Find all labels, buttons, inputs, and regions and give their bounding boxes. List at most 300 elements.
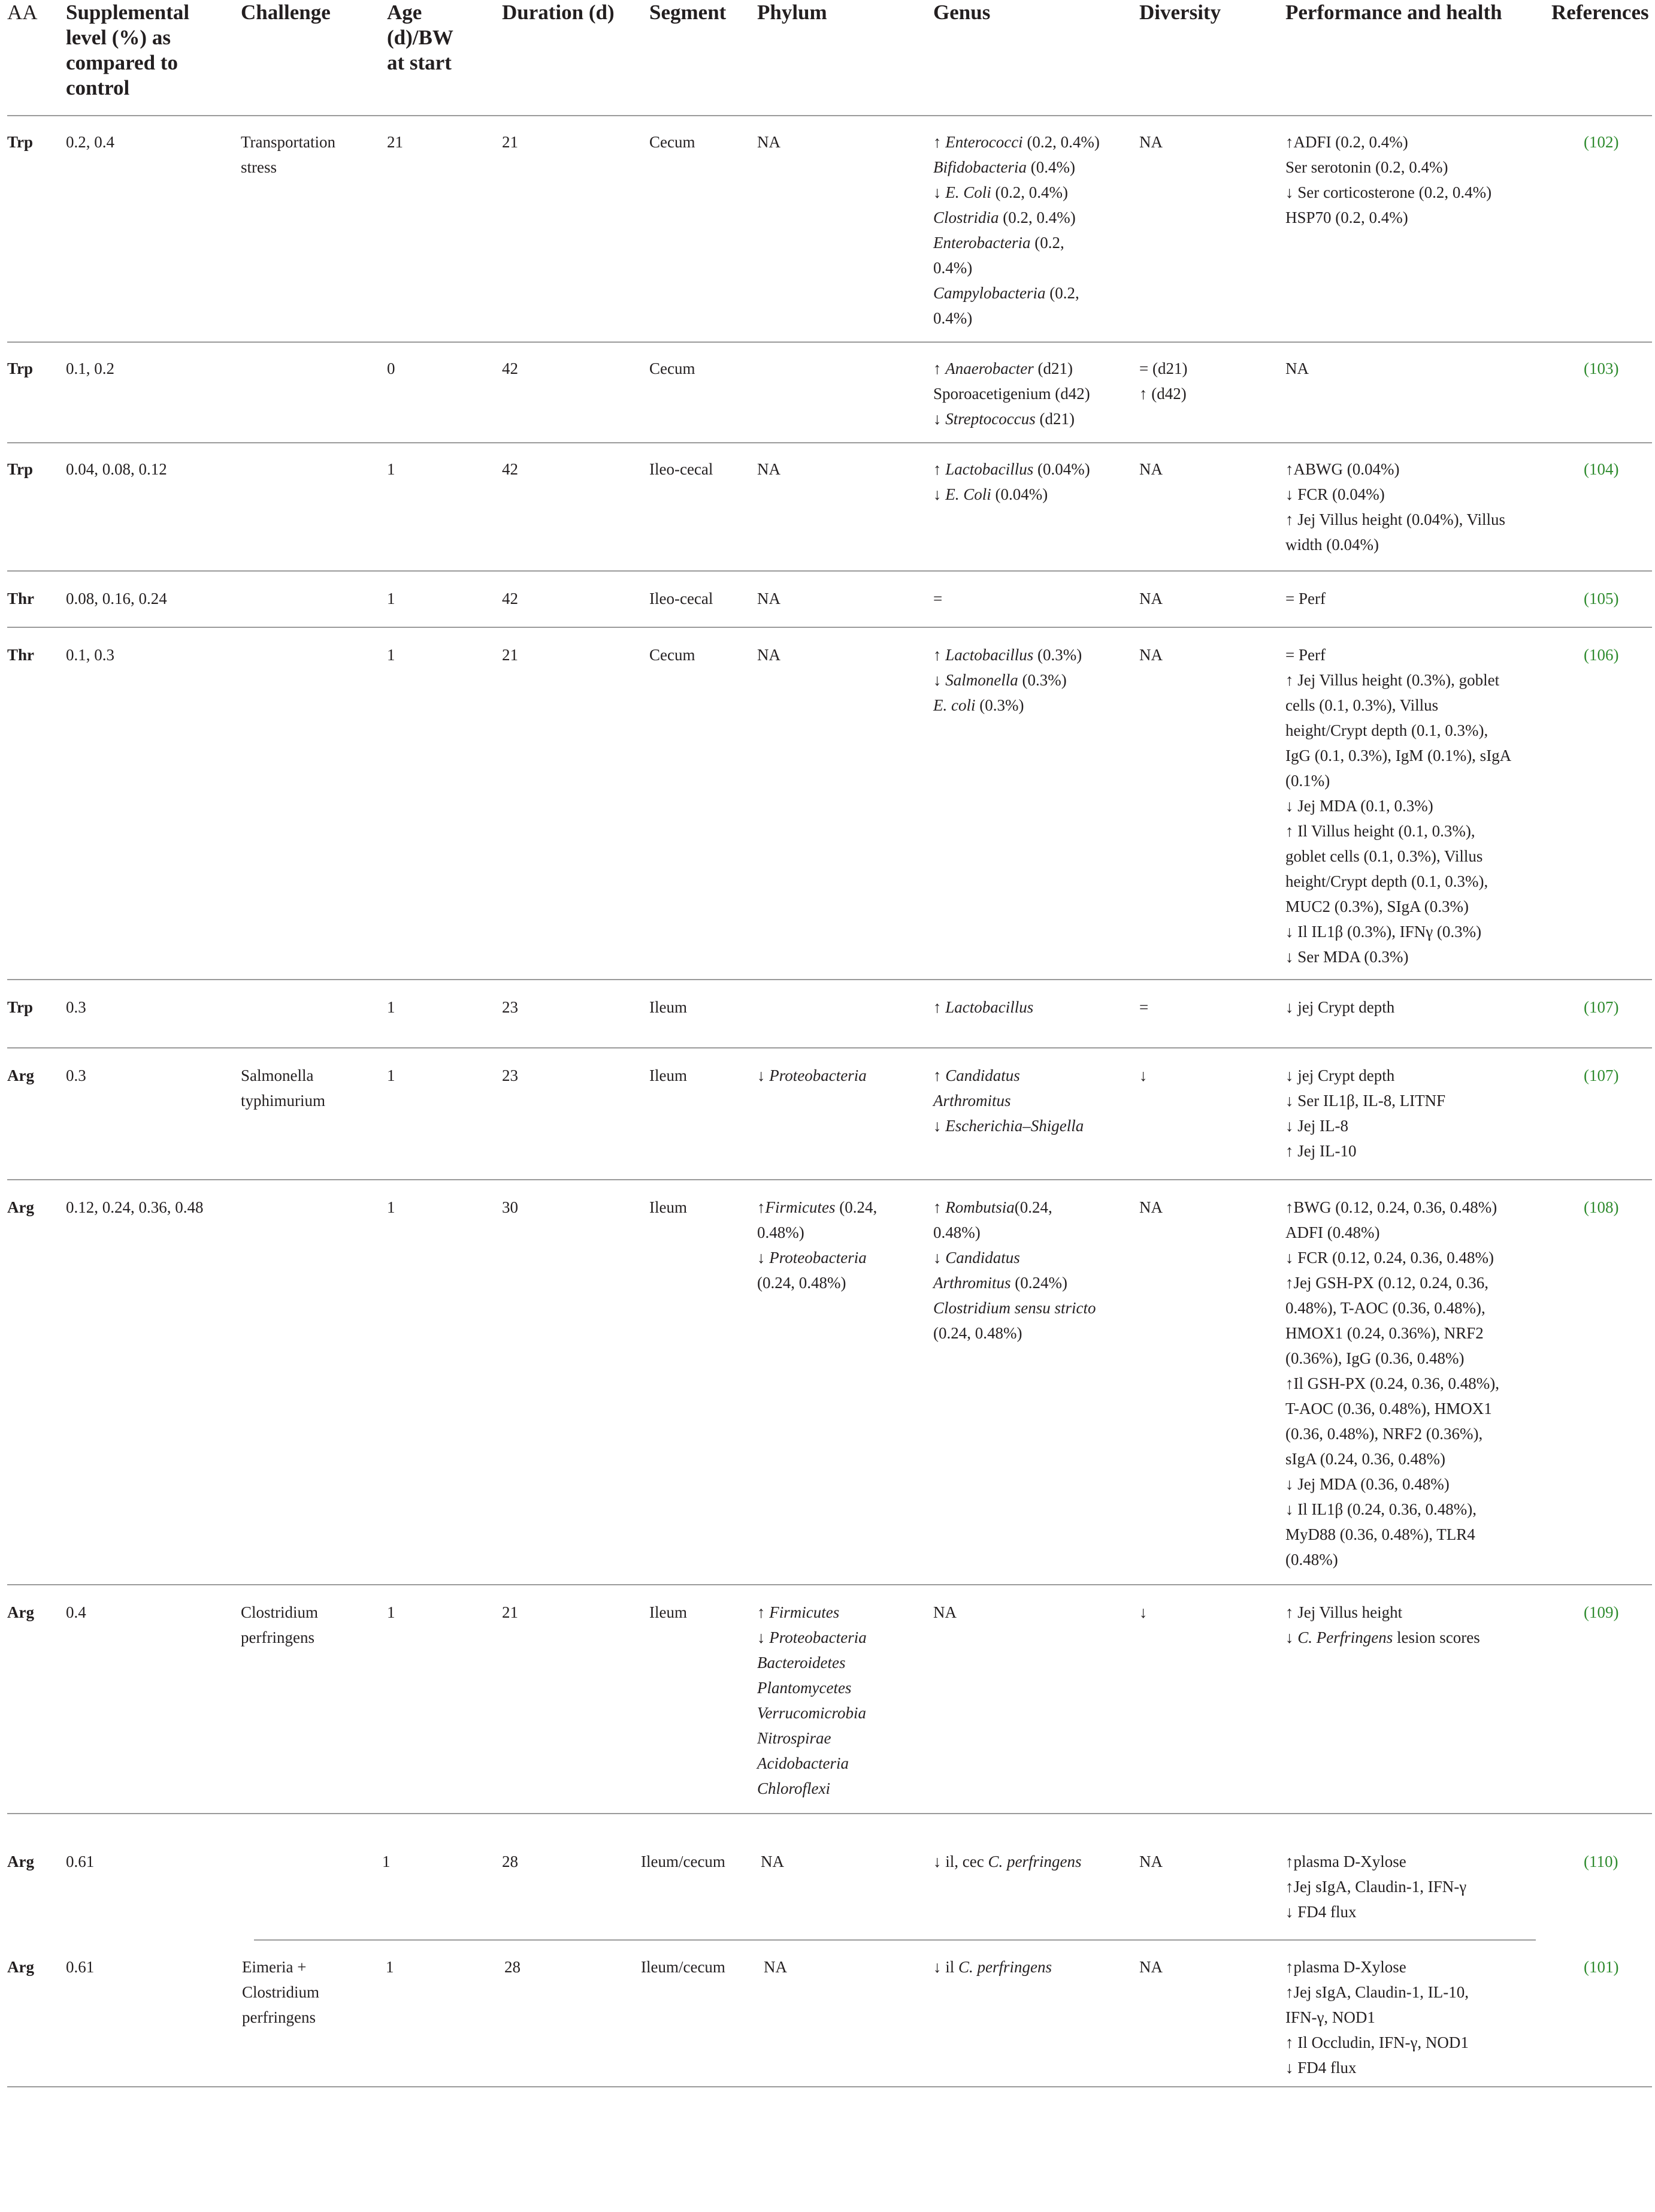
cell-line: NA: [1139, 646, 1163, 664]
cell-challenge: [241, 129, 379, 180]
cell-line: [933, 230, 1137, 255]
row-rule: [7, 342, 1652, 343]
cell-text: ↑: [933, 998, 946, 1016]
cell-phylum: [757, 642, 931, 667]
taxon-name: Enterococci: [945, 133, 1023, 151]
cell-line: Clostridium: [241, 1603, 319, 1621]
taxon-name: Bifidobacteria: [933, 158, 1027, 176]
cell-line: NA: [1139, 1958, 1163, 1976]
cell-aa: Arg: [7, 1198, 34, 1216]
cell-phylum: [757, 457, 931, 482]
header-age-line: Age: [387, 1, 422, 24]
cell-supplemental-level: 0.1, 0.2: [66, 359, 114, 377]
cell-text: ↑: [933, 460, 946, 478]
cell-diversity: [1139, 129, 1271, 155]
cell-line: (0.24, 0.48%): [933, 1324, 1022, 1342]
cell-line: ↓ Ser corticosterone (0.2, 0.4%): [1285, 183, 1492, 201]
cell-line: ↓ FCR (0.12, 0.24, 0.36, 0.48%): [1285, 1249, 1494, 1267]
taxon-name: Clostridium sensu stricto: [933, 1299, 1096, 1317]
cell-line: [933, 129, 1137, 155]
cell-line: [757, 1063, 931, 1088]
cell-line: ↓ Jej MDA (0.1, 0.3%): [1285, 797, 1433, 815]
cell-text: (0.3%): [1033, 646, 1082, 664]
row-rule: [7, 1179, 1652, 1180]
cell-challenge: [241, 1063, 379, 1113]
cell-aa: Thr: [7, 646, 35, 664]
cell-text: (d21): [1035, 410, 1075, 428]
cell-text: ↓: [933, 485, 946, 503]
cell-segment: Ileum: [649, 1066, 687, 1084]
cell-line: [757, 1751, 931, 1776]
cell-text: ↓: [757, 1066, 770, 1084]
cell-line: ↑ADFI (0.2, 0.4%): [1285, 133, 1408, 151]
cell-challenge: [242, 1954, 380, 2030]
cell-duration: 42: [502, 359, 518, 377]
cell-segment: Cecum: [649, 646, 695, 664]
cell-reference: (105): [1584, 590, 1619, 608]
cell-line: NA: [1139, 460, 1163, 478]
cell-reference: (106): [1584, 646, 1619, 664]
cell-performance: [1285, 586, 1549, 611]
cell-phylum: [757, 129, 931, 155]
cell-performance: [1285, 642, 1549, 969]
cell-age: 1: [382, 1853, 391, 1870]
cell-line: [757, 1675, 931, 1700]
cell-text: ↑: [933, 646, 946, 664]
taxon-name: Candidatus: [945, 1249, 1020, 1267]
cell-line: 0.48%): [757, 1223, 804, 1241]
cell-line: ↑plasma D-Xylose: [1285, 1958, 1406, 1976]
header-age-line: (d)/BW: [387, 26, 453, 49]
cell-age: 1: [387, 998, 395, 1016]
cell-text: ↑: [933, 133, 946, 151]
cell-supplemental-level: 0.61: [66, 1853, 95, 1870]
header-level-line: compared to: [66, 51, 178, 74]
cell-challenge: [241, 1600, 379, 1650]
cell-line: NA: [933, 1603, 957, 1621]
taxon-name: Candidatus: [945, 1066, 1020, 1084]
cell-segment: Ileum: [649, 998, 687, 1016]
cell-line: [757, 1650, 931, 1675]
cell-text: ↑: [933, 1198, 946, 1216]
cell-diversity: [1139, 356, 1271, 406]
taxon-name: E. coli: [933, 696, 976, 714]
cell-supplemental-level: 0.2, 0.4: [66, 133, 114, 151]
cell-segment: Ileum/cecum: [641, 1853, 725, 1870]
cell-text: ↓: [1285, 1628, 1298, 1646]
cell-line: cells (0.1, 0.3%), Villus: [1285, 696, 1439, 714]
taxon-name: Enterobacteria: [933, 234, 1031, 252]
cell-text: ↓: [757, 1628, 770, 1646]
taxon-name: C. Perfringens: [1297, 1628, 1393, 1646]
cell-line: ↓ FD4 flux: [1285, 1903, 1357, 1921]
cell-text: ↓: [933, 1117, 946, 1135]
cell-text: ↓: [933, 183, 946, 201]
cell-diversity: [1139, 1954, 1271, 1980]
cell-line: perfringens: [241, 1628, 314, 1646]
header-level-line: level (%) as: [66, 26, 171, 49]
cell-line: [933, 1245, 1137, 1270]
table-bottom-rule: [7, 2086, 1652, 2087]
cell-supplemental-level: 0.04, 0.08, 0.12: [66, 460, 167, 478]
cell-duration: 23: [502, 998, 518, 1016]
header-level: [66, 0, 222, 101]
cell-segment: Ileum: [649, 1603, 687, 1621]
cell-genus: [933, 1954, 1137, 1980]
cell-line: [933, 1295, 1137, 1320]
cell-text: ↓: [757, 1249, 770, 1267]
cell-age: 1: [387, 460, 395, 478]
taxon-name: Chloroflexi: [757, 1779, 830, 1797]
cell-line: Sporoacetigenium (d42): [933, 385, 1090, 403]
cell-line: ↑ Jej Villus height: [1285, 1603, 1403, 1621]
taxon-name: Bacteroidetes: [757, 1654, 846, 1672]
cell-line: [1285, 1625, 1549, 1650]
cell-diversity: [1139, 1849, 1271, 1874]
cell-line: ↑ Il Occludin, IFN-γ, NOD1: [1285, 2033, 1469, 2051]
cell-diversity: [1139, 1195, 1271, 1220]
cell-age: 1: [387, 1198, 395, 1216]
cell-line: [933, 457, 1137, 482]
cell-reference: (109): [1584, 1603, 1619, 1621]
cell-aa: Arg: [7, 1958, 34, 1976]
taxon-name: E. Coli: [945, 183, 991, 201]
cell-line: MyD88 (0.36, 0.48%), TLR4: [1285, 1525, 1475, 1543]
cell-line: NA: [761, 1853, 784, 1870]
cell-aa: Arg: [7, 1853, 34, 1870]
header-level-line: control: [66, 76, 130, 99]
cell-diversity: [1139, 642, 1271, 667]
taxon-name: Lactobacillus: [945, 646, 1034, 664]
cell-age: 0: [387, 359, 395, 377]
cell-duration: 28: [504, 1958, 521, 1976]
cell-aa: Arg: [7, 1066, 34, 1084]
cell-line: NA: [1139, 590, 1163, 608]
cell-line: goblet cells (0.1, 0.3%), Villus: [1285, 847, 1483, 865]
cell-line: Salmonella: [241, 1066, 314, 1084]
row-rule: [7, 627, 1652, 628]
taxon-name: Plantomycetes: [757, 1679, 852, 1697]
cell-line: [757, 1776, 931, 1801]
cell-duration: 21: [502, 1603, 518, 1621]
cell-line: [757, 1600, 931, 1625]
cell-aa: Trp: [7, 359, 34, 377]
header-aa: AA: [7, 1, 38, 24]
cell-line: NA: [757, 460, 780, 478]
cell-line: ↑ Jej IL-10: [1285, 1142, 1357, 1160]
cell-text: ↓ il, cec: [933, 1853, 988, 1870]
taxon-name: Campylobacteria: [933, 284, 1046, 302]
cell-supplemental-level: 0.3: [66, 998, 86, 1016]
cell-line: ↑ (d42): [1139, 385, 1187, 403]
row-rule: [7, 442, 1652, 443]
cell-reference: (103): [1584, 359, 1619, 377]
cell-genus: [933, 642, 1137, 718]
cell-line: ↓ Il IL1β (0.3%), IFNγ (0.3%): [1285, 923, 1482, 941]
cell-line: =: [1139, 998, 1149, 1016]
cell-text: ↑: [757, 1603, 770, 1621]
cell-performance: [1285, 356, 1549, 381]
cell-line: ↑BWG (0.12, 0.24, 0.36, 0.48%): [1285, 1198, 1497, 1216]
cell-segment: Ileum/cecum: [641, 1958, 725, 1976]
cell-line: NA: [757, 590, 780, 608]
cell-text: ↓: [933, 1249, 946, 1267]
cell-line: ↓: [1139, 1066, 1148, 1084]
cell-line: NA: [757, 646, 780, 664]
cell-line: ↑Il GSH-PX (0.24, 0.36, 0.48%),: [1285, 1374, 1499, 1392]
cell-line: NA: [757, 133, 780, 151]
cell-line: MUC2 (0.3%), SIgA (0.3%): [1285, 898, 1469, 915]
cell-line: [933, 1063, 1137, 1088]
cell-line: height/Crypt depth (0.1, 0.3%),: [1285, 872, 1488, 890]
cell-reference: (107): [1584, 998, 1619, 1016]
cell-line: [933, 1270, 1137, 1295]
cell-line: [933, 1113, 1137, 1138]
cell-text: (0.3%): [975, 696, 1024, 714]
taxon-name: Lactobacillus: [945, 998, 1034, 1016]
taxon-name: C. perfringens: [958, 1958, 1052, 1976]
cell-line: =: [933, 590, 943, 608]
cell-performance: [1285, 129, 1549, 230]
cell-line: ↑ABWG (0.04%): [1285, 460, 1400, 478]
cell-text: (0.04%): [991, 485, 1048, 503]
cell-line: NA: [1139, 1853, 1163, 1870]
cell-text: ↑: [757, 1198, 766, 1216]
cell-duration: 21: [502, 133, 518, 151]
cell-age: 1: [386, 1958, 394, 1976]
cell-line: [933, 180, 1137, 205]
cell-line: ↓ Il IL1β (0.24, 0.36, 0.48%),: [1285, 1500, 1477, 1518]
cell-text: (0.24,: [835, 1198, 878, 1216]
cell-duration: 21: [502, 646, 518, 664]
cell-line: = Perf: [1285, 646, 1326, 664]
taxon-name: Lactobacillus: [945, 460, 1034, 478]
cell-performance: [1285, 995, 1549, 1020]
cell-genus: [933, 1849, 1137, 1874]
header-genus: Genus: [933, 1, 991, 24]
cell-text: ↓ il: [933, 1958, 959, 1976]
cell-line: ↑Jej sIgA, Claudin-1, IFN-γ: [1285, 1878, 1467, 1896]
cell-genus: [933, 1195, 1137, 1346]
header-performance: Performance and health: [1285, 1, 1502, 24]
cell-line: NA: [1285, 359, 1309, 377]
row-rule: [7, 979, 1652, 980]
cell-line: ADFI (0.48%): [1285, 1223, 1380, 1241]
taxon-name: Anaerobacter: [945, 359, 1034, 377]
cell-line: [933, 995, 1137, 1020]
cell-line: [757, 1245, 931, 1270]
cell-age: 1: [387, 590, 395, 608]
taxon-name: Firmicutes: [765, 1198, 836, 1216]
cell-segment: Ileo-cecal: [649, 590, 713, 608]
cell-line: sIgA (0.24, 0.36, 0.48%): [1285, 1450, 1445, 1468]
cell-text: (0.2, 0.4%): [1022, 133, 1100, 151]
cell-text: ↓: [933, 410, 946, 428]
cell-line: ↓: [1139, 1603, 1148, 1621]
cell-line: ↓ FD4 flux: [1285, 2059, 1357, 2077]
header-phylum: Phylum: [757, 1, 827, 24]
cell-line: stress: [241, 158, 277, 176]
cell-text: ↑: [933, 359, 946, 377]
cell-line: NA: [1139, 1198, 1163, 1216]
cell-aa: Trp: [7, 998, 34, 1016]
cell-line: [933, 205, 1137, 230]
cell-line: (0.24, 0.48%): [757, 1274, 846, 1292]
cell-supplemental-level: 0.4: [66, 1603, 86, 1621]
cell-duration: 23: [502, 1066, 518, 1084]
cell-line: height/Crypt depth (0.1, 0.3%),: [1285, 721, 1488, 739]
cell-age: 1: [387, 1066, 395, 1084]
cell-line: ↑ Jej Villus height (0.3%), goblet: [1285, 671, 1500, 689]
cell-text: (0.2,: [1045, 284, 1079, 302]
cell-line: ↓ Jej MDA (0.36, 0.48%): [1285, 1475, 1450, 1493]
cell-line: [933, 280, 1137, 306]
cell-line: Ser serotonin (0.2, 0.4%): [1285, 158, 1448, 176]
taxon-name: Arthromitus: [933, 1092, 1011, 1110]
cell-line: HMOX1 (0.24, 0.36%), NRF2: [1285, 1324, 1484, 1342]
cell-genus: [933, 1063, 1137, 1138]
cell-segment: Cecum: [649, 359, 695, 377]
cell-line: [757, 1625, 931, 1650]
cell-aa: Trp: [7, 133, 34, 151]
cell-text: ↑: [933, 1066, 946, 1084]
cell-text: (0.24%): [1010, 1274, 1067, 1292]
taxon-name: E. Coli: [945, 485, 991, 503]
cell-diversity: [1139, 995, 1271, 1020]
cell-line: ↑Jej GSH-PX (0.12, 0.24, 0.36,: [1285, 1274, 1489, 1292]
header-diversity: Diversity: [1139, 1, 1221, 24]
row-rule: [7, 1584, 1652, 1585]
taxon-name: Escherichia–Shigella: [945, 1117, 1084, 1135]
cell-line: (0.36, 0.48%), NRF2 (0.36%),: [1285, 1425, 1483, 1443]
cell-line: ↑Jej sIgA, Claudin-1, IL-10,: [1285, 1983, 1469, 2001]
cell-text: (0.3%): [1018, 671, 1067, 689]
cell-text: lesion scores: [1393, 1628, 1480, 1646]
cell-line: (0.36%), IgG (0.36, 0.48%): [1285, 1349, 1465, 1367]
cell-phylum: [757, 1063, 931, 1088]
cell-duration: 30: [502, 1198, 518, 1216]
cell-line: [933, 667, 1137, 693]
cell-line: Transportation: [241, 133, 336, 151]
cell-segment: Cecum: [649, 133, 695, 151]
cell-line: [933, 1195, 1137, 1220]
taxon-name: Proteobacteria: [769, 1628, 867, 1646]
cell-diversity: [1139, 1600, 1271, 1625]
cell-line: IFN-γ, NOD1: [1285, 2008, 1375, 2026]
cell-line: [933, 1849, 1137, 1874]
taxon-name: Firmicutes: [769, 1603, 840, 1621]
cell-line: perfringens: [242, 2008, 316, 2026]
taxon-name: Rombutsia: [945, 1198, 1015, 1216]
cell-text: (0.04%): [1033, 460, 1090, 478]
cell-supplemental-level: 0.08, 0.16, 0.24: [66, 590, 167, 608]
cell-line: T-AOC (0.36, 0.48%), HMOX1: [1285, 1400, 1492, 1418]
cell-line: NA: [1139, 133, 1163, 151]
cell-performance: [1285, 457, 1549, 557]
cell-genus: [933, 995, 1137, 1020]
cell-line: = (d21): [1139, 359, 1188, 377]
row-rule: [7, 1813, 1652, 1814]
cell-phylum: [757, 1600, 931, 1801]
row-rule: [7, 570, 1652, 572]
cell-line: Eimeria +: [242, 1958, 307, 1976]
taxon-name: Clostridia: [933, 208, 999, 226]
cell-reference: (110): [1584, 1853, 1618, 1870]
cell-aa: Trp: [7, 460, 34, 478]
cell-text: (0.2, 0.4%): [991, 183, 1068, 201]
cell-line: 0.48%): [933, 1223, 981, 1241]
taxon-name: Proteobacteria: [769, 1066, 867, 1084]
cell-aa: Arg: [7, 1603, 34, 1621]
cell-diversity: [1139, 457, 1271, 482]
header-duration: Duration (d): [502, 1, 615, 24]
cell-diversity: [1139, 1063, 1271, 1088]
cell-line: [757, 1700, 931, 1726]
cell-text: ↓: [933, 671, 946, 689]
taxon-name: C. perfringens: [988, 1853, 1082, 1870]
cell-line: ↓ Jej IL-8: [1285, 1117, 1348, 1135]
cell-segment: Ileo-cecal: [649, 460, 713, 478]
cell-aa: Thr: [7, 590, 35, 608]
cell-line: (0.48%): [1285, 1551, 1338, 1569]
cell-line: ↓ FCR (0.04%): [1285, 485, 1385, 503]
cell-line: = Perf: [1285, 590, 1326, 608]
table-header: [0, 0, 1655, 114]
cell-supplemental-level: 0.12, 0.24, 0.36, 0.48: [66, 1198, 204, 1216]
cell-line: [757, 1195, 931, 1220]
row-rule: [7, 1047, 1652, 1048]
cell-reference: (108): [1584, 1198, 1619, 1216]
cell-line: 0.48%), T-AOC (0.36, 0.48%),: [1285, 1299, 1485, 1317]
header-age-line: at start: [387, 51, 452, 74]
cell-duration: 42: [502, 590, 518, 608]
header-references: References: [1551, 1, 1649, 24]
row-rule: [254, 1939, 1536, 1941]
cell-line: typhimurium: [241, 1092, 325, 1110]
cell-line: [933, 642, 1137, 667]
header-age: [387, 0, 483, 75]
cell-genus: [933, 457, 1137, 507]
cell-reference: (101): [1584, 1958, 1619, 1976]
cell-line: IgG (0.1, 0.3%), IgM (0.1%), sIgA: [1285, 747, 1512, 764]
cell-genus: [933, 129, 1137, 331]
cell-line: [933, 1088, 1137, 1113]
cell-line: HSP70 (0.2, 0.4%): [1285, 208, 1408, 226]
cell-text: (0.24,: [1014, 1198, 1052, 1216]
cell-age: 1: [387, 646, 395, 664]
cell-line: ↓ Ser MDA (0.3%): [1285, 948, 1409, 966]
taxon-name: Acidobacteria: [757, 1754, 849, 1772]
cell-line: [933, 406, 1137, 431]
cell-line: [933, 693, 1137, 718]
cell-line: ↓ jej Crypt depth: [1285, 1066, 1395, 1084]
cell-line: ↑plasma D-Xylose: [1285, 1853, 1406, 1870]
cell-reference: (104): [1584, 460, 1619, 478]
cell-supplemental-level: 0.61: [66, 1958, 95, 1976]
header-level-line: Supplemental: [66, 1, 190, 24]
cell-line: Clostridium: [242, 1983, 320, 2001]
taxon-name: Verrucomicrobia: [757, 1704, 866, 1722]
taxon-name: Streptococcus: [945, 410, 1036, 428]
cell-duration: 28: [502, 1853, 518, 1870]
cell-performance: [1285, 1954, 1549, 2080]
taxon-name: Nitrospirae: [757, 1729, 831, 1747]
cell-text: (d21): [1033, 359, 1073, 377]
cell-line: (0.1%): [1285, 772, 1330, 790]
taxon-name: Salmonella: [945, 671, 1018, 689]
cell-text: (0.2,: [1030, 234, 1064, 252]
cell-line: 0.4%): [933, 309, 973, 327]
